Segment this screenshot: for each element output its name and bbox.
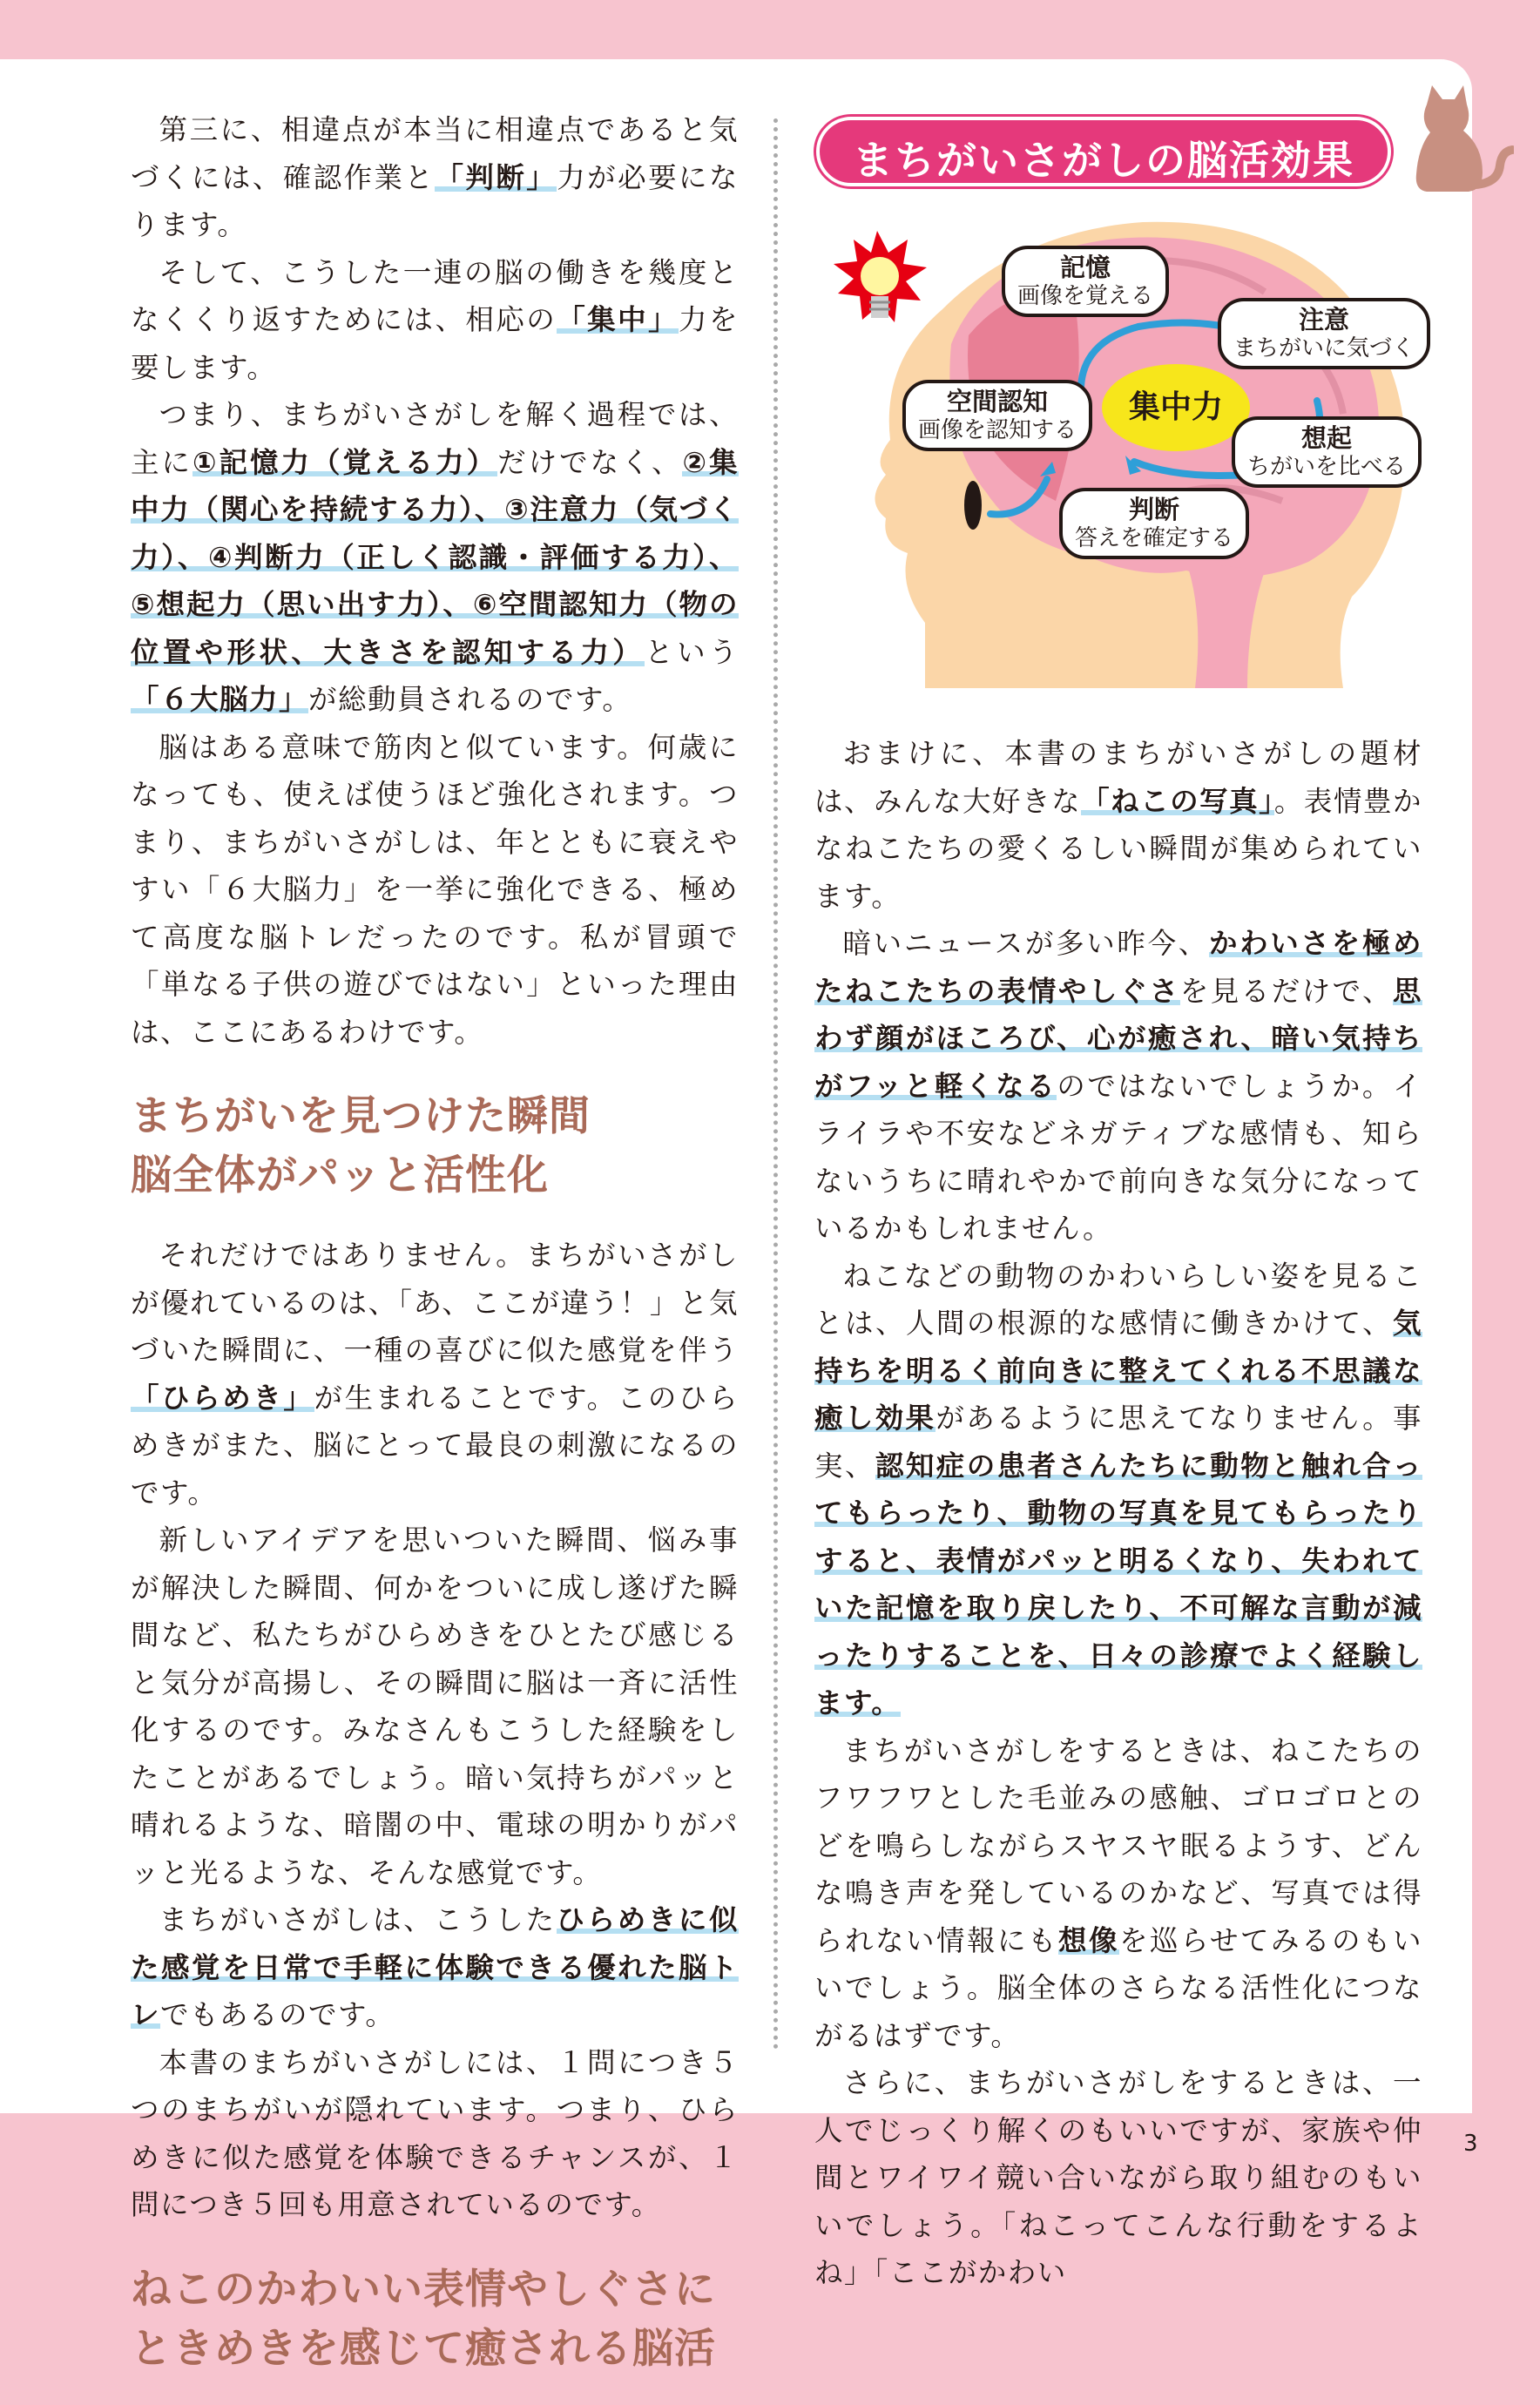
label-title: 注意 bbox=[1299, 305, 1350, 334]
text-run: 。表情豊かなねこたちの愛くるしい瞬間が集められています。 bbox=[814, 784, 1422, 913]
text-run: 第三に、相違点が本当に相違点であると気づくには、確認作業と bbox=[131, 113, 739, 194]
page-number: 3 bbox=[1463, 2131, 1478, 2157]
right-column bbox=[814, 730, 1422, 2297]
highlight-text: 「判断」 bbox=[435, 160, 557, 194]
attention-label bbox=[1218, 298, 1430, 369]
light-bulb-icon bbox=[861, 257, 899, 295]
highlight-text: ひらめきに似た感覚を日常で手軽に体験できる優れた脳トレ bbox=[131, 1903, 739, 2031]
highlight-text: 想像 bbox=[1057, 1923, 1119, 1957]
cat-silhouette-icon bbox=[1392, 78, 1514, 200]
label-sub: 画像を認知する bbox=[918, 417, 1077, 443]
text-run: でもあるのです。 bbox=[160, 1998, 395, 2031]
text-run: を巡らせてみるのもいいでしょう。脳全体のさらなる活性化につながるはずです。 bbox=[814, 1923, 1422, 2052]
label-sub: まちがいに気づく bbox=[1233, 335, 1415, 361]
spatial-cognition-label bbox=[902, 380, 1092, 451]
heading-line: まちがいを見つけた瞬間 bbox=[131, 1092, 591, 1140]
text-run: が総動員されるのです。 bbox=[308, 683, 632, 716]
column-divider bbox=[773, 118, 778, 2050]
ear-shape bbox=[964, 481, 982, 530]
text-run: それだけではありません。まちがいさがしが優れているのは、「あ、ここが違う！」と気づいた瞬間に、一種の喜びに似た感覚を伴う bbox=[131, 1239, 739, 1367]
paragraph: 脳はある意味で筋肉と似ています。何歳になっても、使えば使うほど強化されます。つまり、まちがいさがしは、年とともに衰えやすい「６大脳力」を一挙に強化できる、極めて高度な脳トレだったのです。私が冒頭で「単なる子供の遊びではない」といった理由は、ここにあるわけです。 bbox=[131, 730, 739, 1049]
text-run: だけでなく、 bbox=[497, 445, 683, 479]
text-run: ねこなどの動物のかわいらしい姿を見ることは、人間の根源的な感情に働きかけて、 bbox=[814, 1259, 1422, 1340]
label-title: 空間認知 bbox=[947, 387, 1049, 416]
diagram-title-pill bbox=[816, 117, 1391, 186]
paragraph bbox=[131, 1232, 739, 1517]
highlight-text: 「６大脳力」 bbox=[131, 683, 309, 716]
highlight-text: かわいさを極めたねこたちの表情やしぐさ bbox=[814, 927, 1422, 1008]
memory-label bbox=[1002, 246, 1169, 317]
paragraph: 本書のまちがいさがしには、１問につき５つのまちがいが隠れています。つまり、ひらめきに似た感覚を体験できるチャンスが、１問につき５回も用意されているのです。 bbox=[131, 2045, 739, 2221]
highlight-text: 思わず顔がほころび、心が癒され、暗い気持ちがフッと軽くなる bbox=[814, 974, 1422, 1103]
paragraph bbox=[814, 730, 1422, 920]
highlight-text: ①記憶力（覚える力） bbox=[192, 445, 498, 479]
paragraph: 新しいアイデアを思いついた瞬間、悩み事が解決した瞬間、何かをついに成し遂げた瞬間など、私たちがひらめきをひとたび感じると気分が高揚し、その瞬間に脳は一斉に活性化するのです。みなさんもこうした経験をしたことがあるでしょう。暗い気持ちがパッと晴れるような、暗闇の中、電球の明かりがパッと光るような、そんな感覚です。 bbox=[131, 1523, 739, 1889]
highlight-text: 認知症の患者さんたちに動物と触れ合ってもらったり、動物の写真を見てもらったりすると、表情がパッと明るくなり、失われていた記憶を取り戻したり、不可解な言動が減ったりすることを、日々の診療でよく経験します。 bbox=[814, 1449, 1422, 1719]
paragraph bbox=[131, 106, 739, 249]
text-run: のではないでしょうか。イライラや不安などネガティブな感情も、知らないうちに晴れやかで前向きな気分になっているかもしれません。 bbox=[814, 1069, 1422, 1245]
heading-line: ねこのかわいい表情やしぐさに bbox=[131, 2265, 716, 2314]
section-heading bbox=[131, 2260, 739, 2379]
left-column bbox=[131, 106, 739, 2405]
paragraph bbox=[131, 1896, 739, 2039]
paragraph: さらに、まちがいさがしをするときは、一人でじっくり解くのもいいですが、家族や仲間とワイワイ競い合いながら取り組むのもいいでしょう。「ねこってこんな行動をするよね」「ここがかわい bbox=[814, 2066, 1422, 2289]
highlight-text: 「集中」 bbox=[557, 303, 679, 336]
text-run: まちがいさがしをするときは、ねこたちのフワフワとした毛並みの感触、ゴロゴロとのどを鳴らしながらスヤスヤ眠るようす、どんな鳴き声を発しているのかなど、写真では得られない情報にも bbox=[814, 1733, 1422, 1957]
text-run: を見るだけで、 bbox=[1179, 974, 1393, 1008]
label-sub: 画像を覚える bbox=[1017, 283, 1154, 309]
text-run: まちがいさがしは、こうした bbox=[159, 1903, 557, 1936]
highlight-text: 「ねこの写真」 bbox=[1081, 784, 1274, 818]
text-run: という bbox=[645, 635, 739, 669]
highlight-text: 気持ちを明るく前向きに整えてくれる不思議な癒し効果 bbox=[814, 1307, 1422, 1435]
label-title: 記憶 bbox=[1060, 253, 1111, 282]
paragraph bbox=[131, 249, 739, 392]
text-run: 力を要します。 bbox=[131, 303, 739, 384]
section-heading bbox=[131, 1087, 739, 1206]
text-run: が生まれることです。このひらめきがまた、脳にとって最良の刺激になるのです。 bbox=[131, 1381, 739, 1510]
text-run: 暗いニュースが多い昨今、 bbox=[842, 927, 1209, 960]
heading-line: ときめきを感じて癒される脳活 bbox=[131, 2324, 716, 2373]
paragraph bbox=[814, 1727, 1422, 2060]
text-run: があるように思えてなりません。事実、 bbox=[814, 1402, 1422, 1483]
focus-center-label: 集中力 bbox=[1102, 364, 1250, 451]
label-sub: 答えを確定する bbox=[1075, 525, 1234, 551]
label-title: 想起 bbox=[1301, 423, 1353, 453]
heading-line: 脳全体がパッと活性化 bbox=[131, 1152, 549, 1199]
paragraph bbox=[814, 1253, 1422, 1727]
paragraph bbox=[814, 920, 1422, 1253]
paragraph bbox=[131, 391, 739, 724]
judgment-label bbox=[1059, 488, 1249, 559]
highlight-text: 「ひらめき」 bbox=[131, 1381, 314, 1415]
diagram-title: まちがいさがしの脳活効果 bbox=[853, 137, 1354, 184]
highlight-text: ②集中力（関心を持続する力）、③注意力（気づく力）、④判断力（正しく認識・評価する力）、⑤想起力（思い出す力）、⑥空間認知力（物の位置や形状、大きさを認知する力） bbox=[131, 445, 739, 669]
text-run: そして、こうした一連の脳の働きを幾度となくくり返すためには、相応の bbox=[131, 255, 739, 336]
recall-label bbox=[1232, 416, 1422, 488]
text-run: つまり、まちがいさがしを解く過程では、主に bbox=[131, 398, 739, 479]
text-run: おまけに、本書のまちがいさがしの題材は、みんな大好きな bbox=[814, 737, 1422, 818]
text-run: 力が必要になります。 bbox=[131, 160, 739, 241]
label-title: 判断 bbox=[1129, 495, 1180, 524]
label-sub: ちがいを比べる bbox=[1247, 454, 1407, 480]
